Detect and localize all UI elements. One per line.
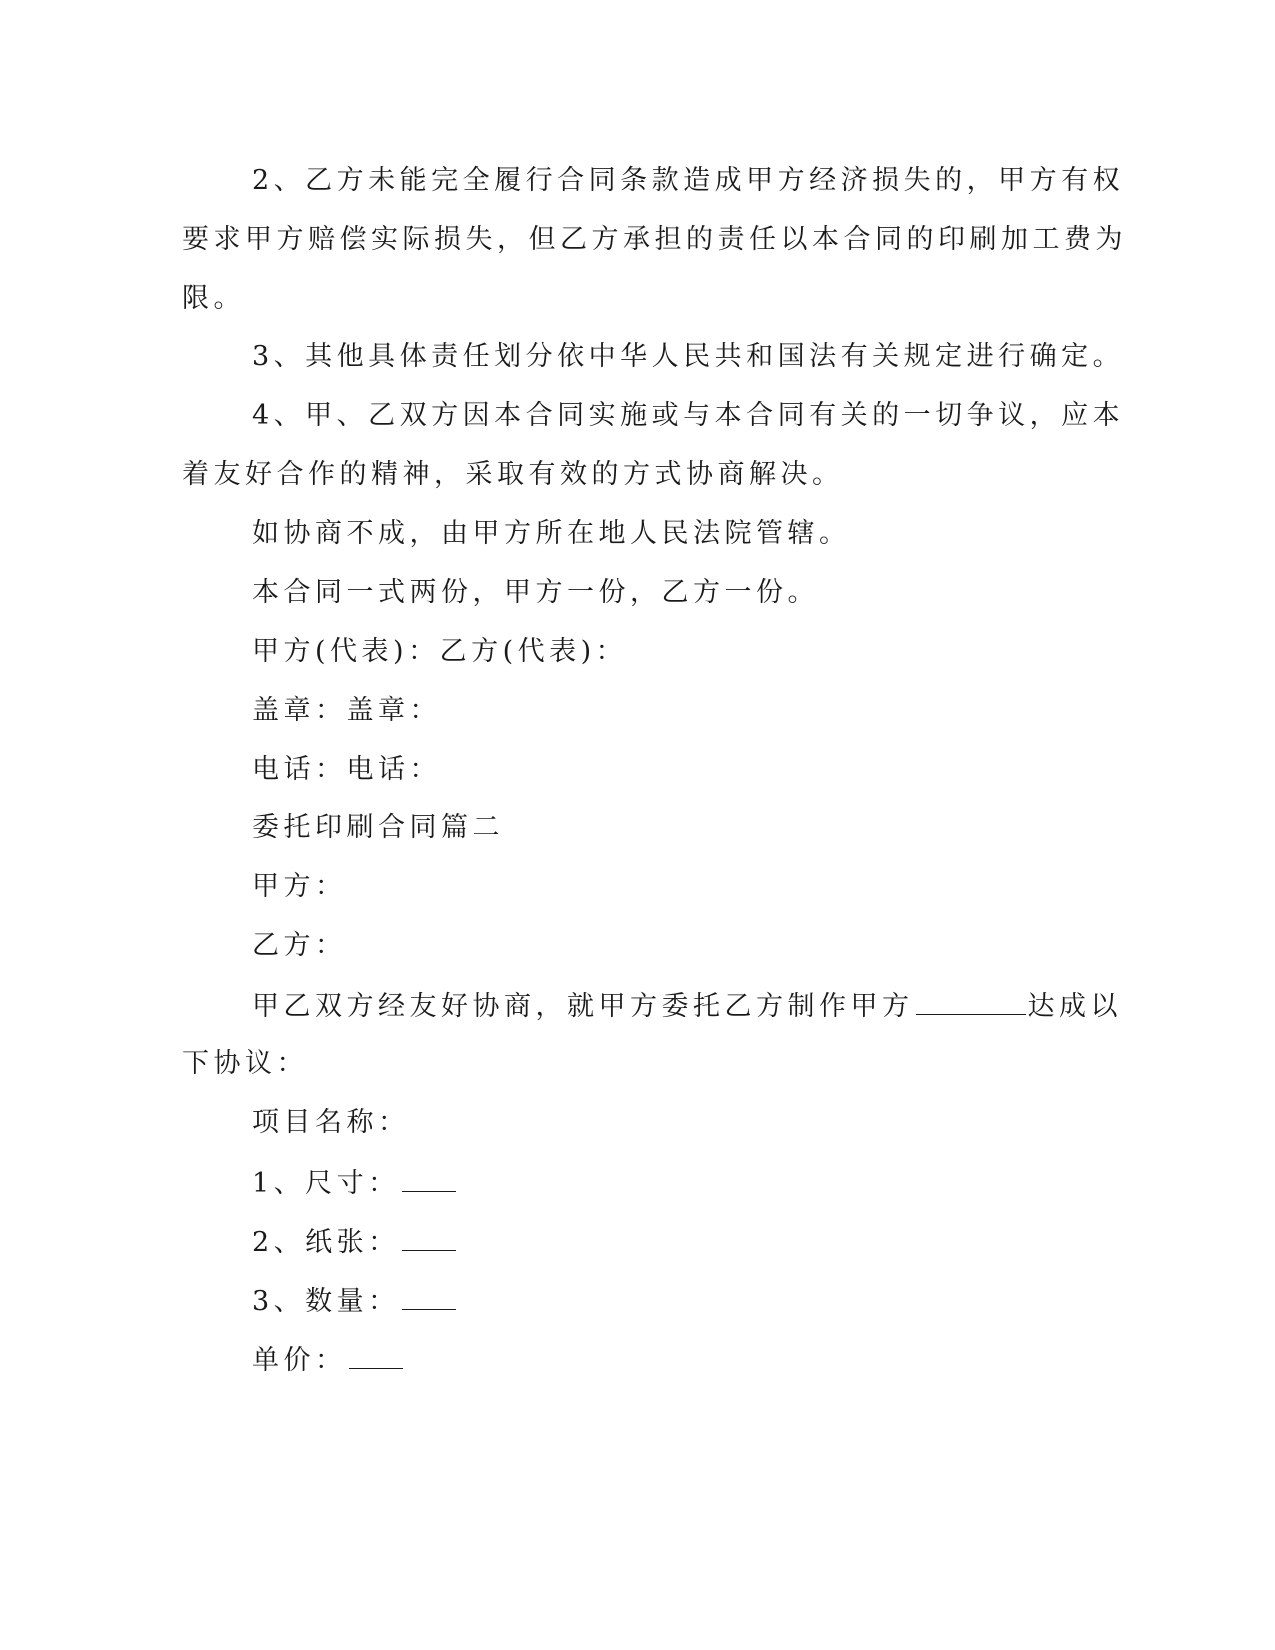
paper-blank [402, 1224, 456, 1251]
party-a-label: 甲方： [252, 871, 347, 902]
unit-price-field [252, 1342, 405, 1378]
paragraph-liability-2-line-1: 2、乙方未能完全履行合同条款造成甲方经济损失的，甲方有权 [252, 165, 1125, 196]
agreement-intro-tail: 达成以 [1027, 991, 1122, 1022]
project-name-label: 项目名称： [252, 1107, 410, 1138]
quantity-field [252, 1283, 458, 1319]
paper-field [252, 1224, 458, 1260]
party-b-label: 乙方： [252, 930, 347, 961]
paragraph-jurisdiction: 如协商不成，由甲方所在地人民法院管辖。 [252, 518, 851, 549]
agreement-intro-text: 甲乙双方经友好协商，就甲方委托乙方制作甲方 [252, 991, 914, 1022]
size-blank [402, 1165, 456, 1192]
paragraph-copies: 本合同一式两份，甲方一份，乙方一份。 [252, 577, 819, 608]
unit-price-blank [349, 1342, 403, 1369]
unit-price-label: 单价： [252, 1345, 347, 1376]
quantity-blank [402, 1283, 456, 1310]
signature-seals: 盖章：盖章： [252, 695, 441, 726]
agreement-intro-line-1 [252, 988, 1122, 1024]
agreement-intro-line-2: 下协议： [182, 1048, 308, 1079]
product-blank [916, 988, 1026, 1015]
signature-representatives: 甲方(代表)：乙方(代表)： [252, 636, 628, 667]
paper-label: 2、纸张： [252, 1227, 400, 1258]
paragraph-liability-2-line-3: 限。 [182, 283, 245, 314]
quantity-label: 3、数量： [252, 1286, 400, 1317]
signature-phones: 电话：电话： [252, 754, 441, 785]
size-field [252, 1165, 458, 1201]
paragraph-liability-2-line-2: 要求甲方赔偿实际损失，但乙方承担的责任以本合同的印刷加工费为 [182, 224, 1127, 255]
section-title: 委托印刷合同篇二 [252, 812, 504, 843]
paragraph-dispute-line-2: 着友好合作的精神，采取有效的方式协商解决。 [182, 459, 844, 490]
size-label: 1、尺寸： [252, 1168, 400, 1199]
paragraph-liability-3: 3、其他具体责任划分依中华人民共和国法有关规定进行确定。 [252, 341, 1125, 372]
paragraph-dispute-line-1: 4、甲、乙双方因本合同实施或与本合同有关的一切争议，应本 [252, 400, 1125, 431]
